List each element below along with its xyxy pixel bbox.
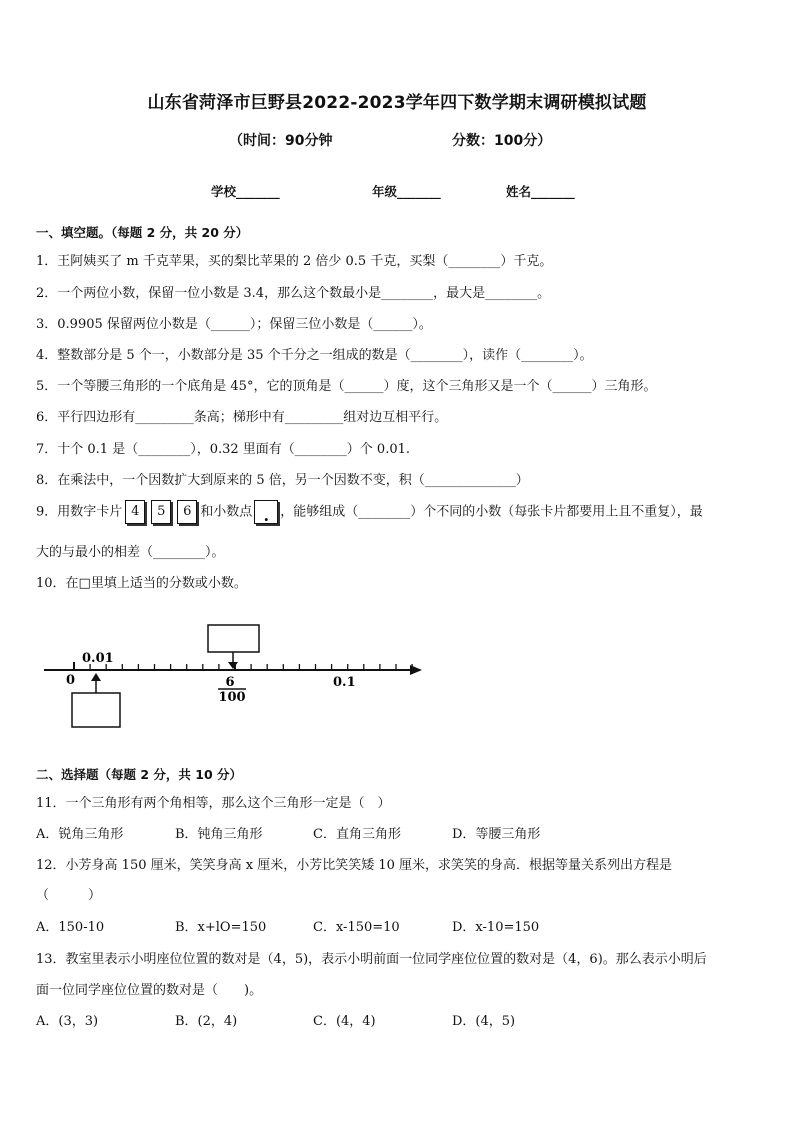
question-7: 7．十个 0.1 是（________），0.32 里面有（________）个 0.01. <box>36 442 410 457</box>
question-2: 2．一个两位小数，保留一位小数是 3.4，那么这个数最小是________，最大是________。 <box>36 286 551 301</box>
q11-option-a[interactable]: A．锐角三角形 <box>36 827 124 842</box>
question-5: 5．一个等腰三角形的一个底角是 45°，它的顶角是（______）度，这个三角形又是一个（______）三角形。 <box>36 379 657 394</box>
q13-option-c[interactable]: C．(4，4) <box>313 1014 376 1029</box>
score-label: 分数：100分） <box>452 133 552 149</box>
grade-field[interactable]: 年级_______ <box>372 184 441 199</box>
q13-option-d[interactable]: D．(4，5) <box>452 1014 516 1029</box>
q13-option-a[interactable]: A．(3，3) <box>36 1014 99 1029</box>
name-field[interactable]: 姓名_______ <box>506 184 575 199</box>
q12-option-b[interactable]: B．x+lO=150 <box>175 920 267 935</box>
question-9 <box>36 500 703 524</box>
arrow-down-head <box>228 662 238 669</box>
time-label: （时间：90分钟 <box>229 133 333 149</box>
q11-option-c[interactable]: C．直角三角形 <box>313 827 401 842</box>
question-9-mid: 和小数点 <box>200 504 253 520</box>
question-6: 6．平行四边形有_________条高；梯形中有_________组对边互相平行。 <box>36 410 448 425</box>
question-13: 13．教室里表示小明座位位置的数对是（4，5)，表示小明前面一位同学座位位置的数对是（4，6)。那么表示小明后 <box>36 952 707 967</box>
question-9-suffix: ，能够组成（________）个不同的小数（每张卡片都要用上且不重复），最 <box>280 504 703 520</box>
q13-option-b[interactable]: B．(2，4) <box>175 1014 238 1029</box>
arrow-up-head <box>91 673 101 681</box>
school-field[interactable]: 学校_______ <box>211 184 280 199</box>
number-line-ticks <box>74 662 412 670</box>
label-0-1: 0.1 <box>333 675 356 690</box>
question-9-line2: 大的与最小的相差（________）。 <box>36 545 225 560</box>
q12-option-c[interactable]: C．x-150=10 <box>313 920 400 935</box>
label-frac-num: 6 <box>225 675 235 690</box>
question-10: 10．在□里填上适当的分数或小数。 <box>36 576 247 591</box>
label-frac-den: 100 <box>218 690 246 705</box>
decimal-point-card: . <box>254 500 278 524</box>
page-title: 山东省菏泽市巨野县2022-2023学年四下数学期末调研模拟试题 <box>147 93 647 113</box>
label-0: 0 <box>66 673 76 688</box>
q11-option-b[interactable]: B．钝角三角形 <box>175 827 263 842</box>
q12-option-d[interactable]: D．x-10=150 <box>452 920 540 935</box>
label-0-01: 0.01 <box>82 651 114 666</box>
section-1-heading: 一、填空题。（每题 2 分，共 20 分） <box>36 225 249 240</box>
question-11: 11．一个三角形有两个角相等，那么这个三角形一定是（ ） <box>36 796 391 811</box>
digit-card-5: 5 <box>151 500 171 524</box>
number-line-figure <box>0 600 794 740</box>
digit-card-4: 4 <box>125 500 145 524</box>
question-9-prefix: 9．用数字卡片 <box>36 504 123 520</box>
digit-card-6: 6 <box>177 500 197 524</box>
question-4: 4．整数部分是 5 个一，小数部分是 35 个千分之一组成的数是（________），读作（________）。 <box>36 348 593 363</box>
question-1: 1．王阿姨买了 m 千克苹果，买的梨比苹果的 2 倍少 0.5 千克，买梨（________）千克。 <box>36 254 553 269</box>
q12-option-a[interactable]: A．150-10 <box>36 920 105 935</box>
answer-box-bottom[interactable] <box>72 693 120 727</box>
answer-box-top[interactable] <box>208 625 259 652</box>
question-13-line2: 面一位同学座位位置的数对是（ )。 <box>36 983 263 998</box>
question-12: 12．小芳身高 150 厘米，笑笑身高 x 厘米，小芳比笑笑矮 10 厘米，求笑笑的身高．根据等量关系列出方程是 <box>36 858 673 873</box>
question-3: 3．0.9905 保留两位小数是（______）；保留三位小数是（______）。 <box>36 317 432 332</box>
section-2-heading: 二、选择题（每题 2 分，共 10 分） <box>36 767 243 782</box>
question-12-line2: （ ） <box>36 888 102 903</box>
question-8: 8．在乘法中，一个因数扩大到原来的 5 倍，另一个因数不变，积（______________） <box>36 473 529 488</box>
q11-option-d[interactable]: D．等腰三角形 <box>452 827 541 842</box>
